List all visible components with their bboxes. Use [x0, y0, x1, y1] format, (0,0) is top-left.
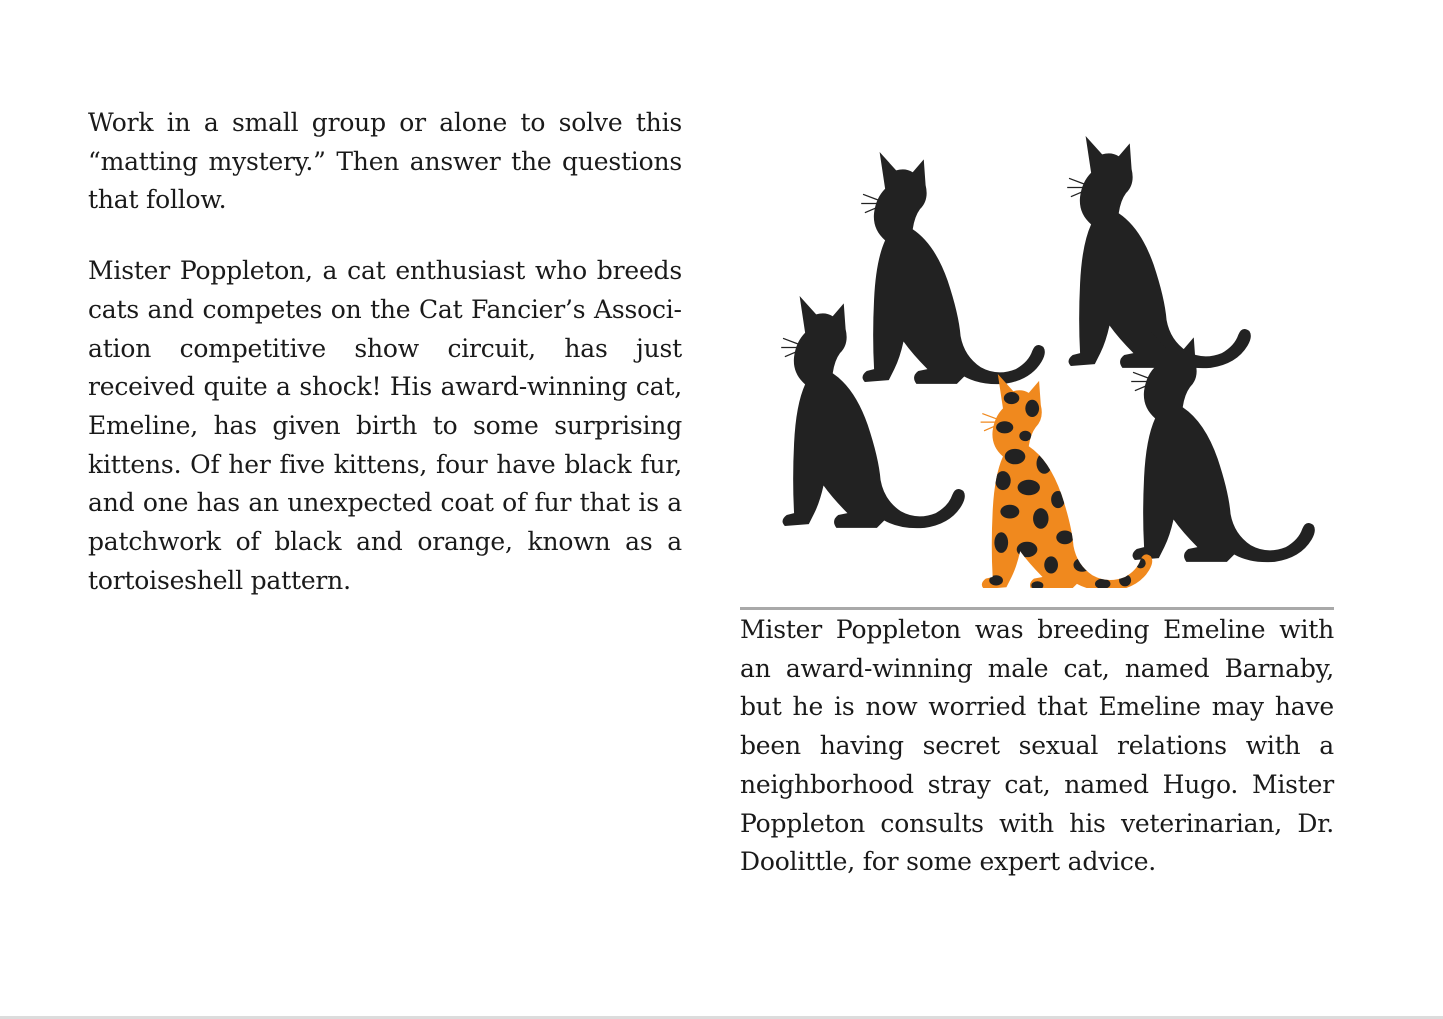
kittens-figure — [760, 128, 1320, 588]
caption-divider — [740, 607, 1334, 610]
kittens-illustration — [760, 128, 1320, 588]
black-kitten-icon — [1067, 136, 1251, 368]
caption-paragraph: Mister Poppleton was breeding Emeline with an award-winning male cat, named Barnaby, but he is now worried that Emeline may have been having secret sexual relations with a neighborhood stray cat, named Hugo. Mister Poppleton consults with his veterinarian, Dr. Doolittle, for some expert advice. — [740, 615, 1334, 877]
story-paragraph: Mister Poppleton, a cat enthusiast who breeds cats and competes on the Cat Fancier’s Association competitive show circuit, has just received quite a shock! His award-winning cat, Emeline, has given birth to some surprising kittens. Of her five kittens, four have black fur, and one has an unexpected coat of fur that is a patchwork of black and orange, known as a tortoiseshell pattern. — [88, 256, 682, 595]
right-column — [740, 611, 1334, 882]
black-kitten-icon — [861, 152, 1045, 384]
instructions-paragraph: Work in a small group or alone to solve this “matting mystery.” Then answer the questions that follow. — [88, 108, 682, 215]
left-column — [88, 104, 682, 600]
tortoiseshell-kitten-icon — [981, 374, 1153, 588]
